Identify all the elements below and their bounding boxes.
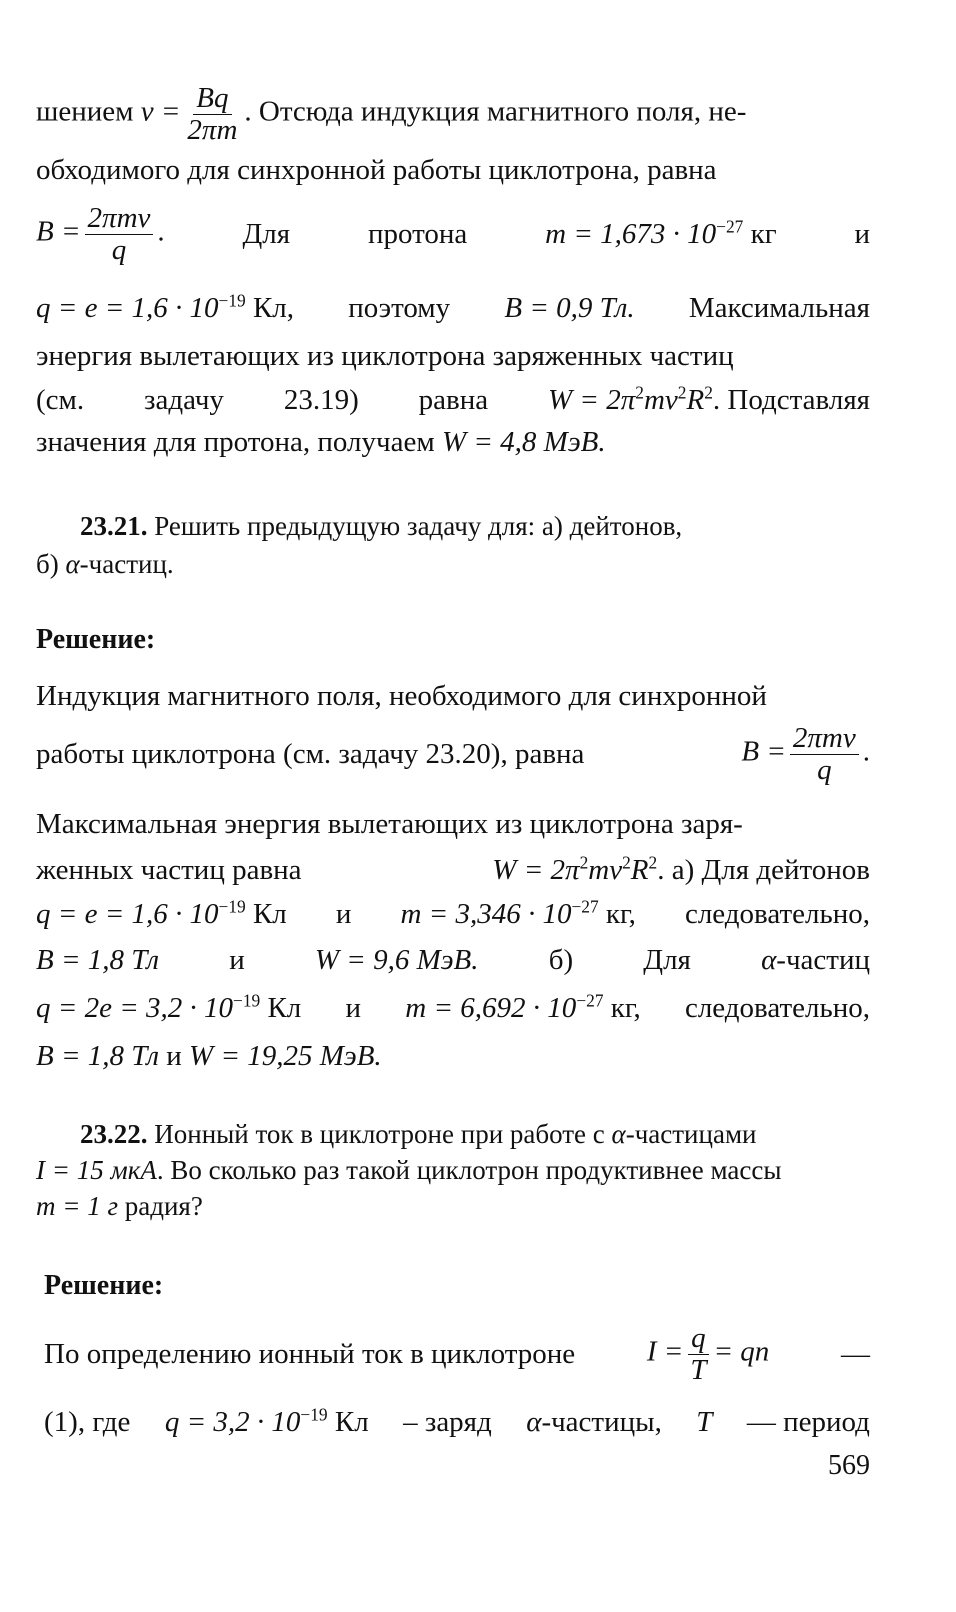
text: шением — [36, 95, 141, 128]
numerator: 2πmν — [85, 203, 154, 234]
formula: W = 2π — [492, 854, 580, 886]
exponent: −27 — [716, 216, 744, 237]
formula: q = e = 1,6 · 10 — [36, 292, 219, 324]
fraction — [85, 203, 154, 265]
denominator: q — [111, 233, 127, 266]
formula: B = — [741, 735, 786, 768]
solution-heading: Решение: — [36, 624, 156, 655]
formula: q = e = 1,6 · 10 — [36, 898, 219, 930]
text-line: энергия вылетающих из циклотрона заряженных частиц — [36, 340, 734, 372]
text-line: (см. задачу 23.19) равна $W = 2\pi^2m\nu^2R^2$. Подставляя — [36, 382, 870, 416]
formula: W = 19,25 МэВ. — [189, 1040, 382, 1072]
formula: W = 2π — [547, 384, 636, 416]
text: Максимальная — [688, 292, 870, 324]
page-number: 569 — [828, 1450, 870, 1481]
text: Решить предыдущую задачу для: а) дейтонов, — [147, 511, 683, 541]
text-line — [36, 290, 870, 326]
text: . Подставляя — [712, 384, 870, 416]
task-line: m = 1 г радия? — [36, 1191, 203, 1221]
text: женных частиц равна — [36, 854, 302, 886]
numerator: Bq — [193, 83, 231, 114]
formula: W = 4,8 МэВ. — [441, 426, 606, 458]
formula: q = 3,2 · 10 — [164, 1406, 301, 1438]
formula: W = 9,6 МэВ. — [314, 944, 479, 976]
solution-heading: Решение: — [44, 1270, 164, 1301]
text: задачу — [144, 384, 224, 416]
text-line: B = 1,8 Тл и W = 9,6 МэВ. б) Для α-частиц — [36, 944, 870, 976]
fraction — [184, 83, 240, 145]
text: (см. — [36, 384, 85, 416]
task-line: 23.22. Ионный ток в циклотроне при работе с α-частицами — [80, 1119, 757, 1149]
text-line: обходимого для синхронной работы циклотрона, равна — [36, 154, 717, 186]
formula: m = 3,346 · 10 — [400, 898, 572, 930]
text-line: (1), где $q = 3,2 \cdot 10^{-19}$ Кл – заряд α-частицы, T — период — [44, 1404, 870, 1438]
fraction — [687, 1323, 709, 1385]
text: равна — [418, 384, 489, 416]
text-line: $q = 2e = 3,2 \cdot 10^{-19}$ Кл и $m = 6,692 \cdot 10^{-27}$ кг, следовательно, — [36, 990, 870, 1024]
formula: ν = — [140, 95, 181, 128]
formula: B = 1,8 Тл — [36, 944, 160, 976]
task-number: 23.21. — [80, 511, 148, 541]
formula: m = 6,692 · 10 — [405, 992, 577, 1024]
text-line: $q = e = 1,6 \cdot 10^{-19}$ Кл и $m = 3,346 \cdot 10^{-27}$ кг, следовательно, — [36, 896, 870, 930]
formula: B = 0,9 Тл. — [504, 292, 635, 324]
text-line: Максимальная энергия вылетающих из циклотрона заря- — [36, 808, 743, 840]
denominator: 2πm — [187, 113, 238, 146]
exponent: −19 — [218, 290, 246, 311]
text: протона — [367, 218, 468, 250]
formula: I = — [646, 1335, 684, 1368]
text-line: работы циклотрона (см. задачу 23.20), равна B = $\frac{\text{2πmν}}{q}$ . — [36, 722, 870, 786]
formula: B = 1,8 Тл — [36, 1040, 160, 1072]
text: поэтому — [348, 292, 451, 324]
formula: m = 1 г — [36, 1191, 119, 1221]
text-line: B = $\frac{\text{2πmν}}{q}$ . Для протона $m = 1,673 \cdot 10^{-27}$ кг и — [36, 202, 870, 266]
numerator: 2πmν — [790, 723, 859, 754]
text: значения для протона, получаем — [36, 426, 442, 458]
text: и — [854, 218, 870, 250]
formula: m = 1,673 · 10 — [545, 218, 717, 250]
fraction — [790, 723, 859, 785]
text-line — [36, 424, 870, 460]
text-line: женных частиц равна $W = 2\pi^2m\nu^2R^2$. а) Для дейтонов — [36, 852, 870, 886]
unit: кг — [743, 218, 777, 250]
numerator: q — [688, 1323, 709, 1354]
unit: Кл, — [245, 292, 295, 324]
task-number: 23.22. — [80, 1119, 148, 1149]
denominator: T — [690, 1353, 707, 1386]
text: работы циклотрона (см. задачу 23.20), равна — [36, 738, 585, 770]
text-line — [36, 84, 870, 144]
text-line: Индукция магнитного поля, необходимого для синхронной — [36, 680, 767, 712]
text-line: По определению ионный ток в циклотроне I = $\frac{q}{T}$ = qn — — [44, 1322, 870, 1386]
text: 23.19) — [283, 384, 359, 416]
denominator: q — [817, 753, 832, 786]
task-line: I = 15 мкА. Во сколько раз такой циклотрон продуктивнее массы — [36, 1155, 782, 1185]
text: Для — [242, 218, 291, 250]
task-line — [80, 508, 870, 544]
text: По определению ионный ток в циклотроне — [44, 1338, 576, 1370]
task-line: б) α-частиц. — [36, 549, 174, 579]
formula: q = 2e = 3,2 · 10 — [36, 992, 234, 1024]
formula: B = — [36, 215, 81, 248]
formula: α — [65, 549, 80, 579]
text-line: B = 1,8 Тл и W = 19,25 МэВ. — [36, 1040, 382, 1072]
text: . Отсюда индукция магнитного поля, не- — [244, 95, 747, 128]
formula: I = 15 мкА — [36, 1155, 157, 1185]
